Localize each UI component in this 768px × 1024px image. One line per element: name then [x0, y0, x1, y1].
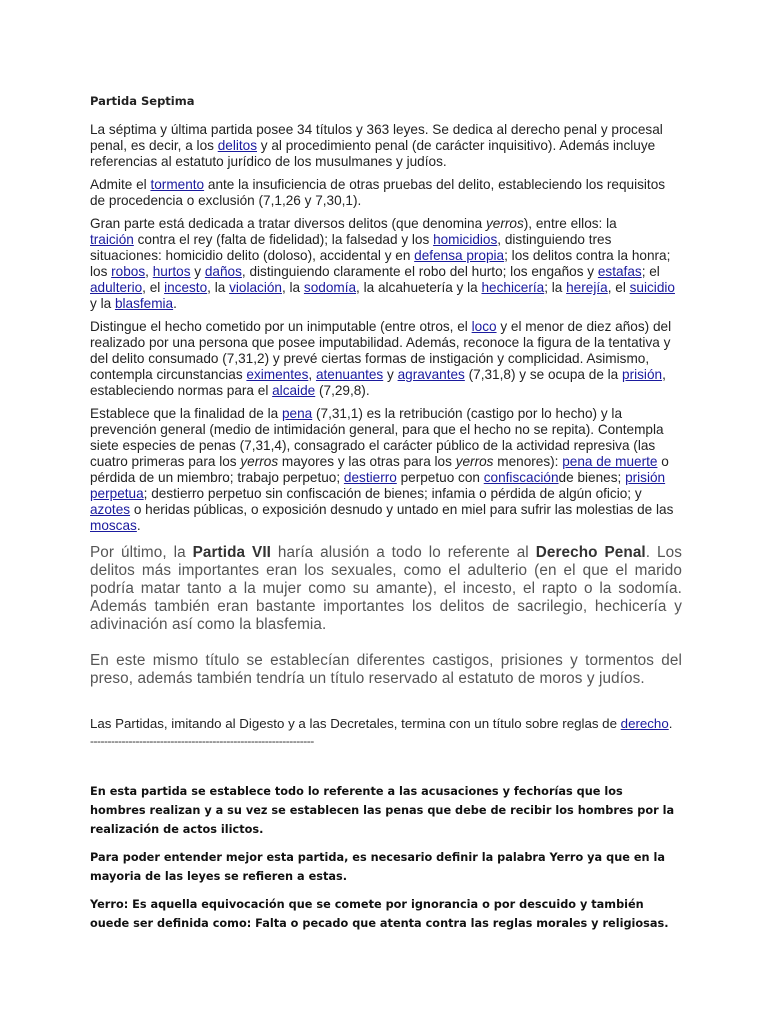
- paragraph-partida-vii: Por último, la Partida VII haría alusión a todo lo referente al Derecho Penal. Los delitos más importantes eran los sexuales, como el adulterio (en el que el marido podría matar tanto a la mujer como su amante), el incesto, el rapto o la sodomía. Además también eran bastante importantes los delitos de sacrilegio, hechicería y adivinación así como la blasfemia.: [90, 544, 682, 633]
- link-pena[interactable]: pena: [281, 406, 313, 421]
- paragraph-castigos: En este mismo título se establecían diferentes castigos, prisiones y tormentos del preso, además también tendría un título reservado al estatuto de moros y judíos.: [90, 652, 682, 687]
- paragraph-reglas: Las Partidas, imitando al Digesto y a las Decretales, termina con un título sobre reglas de derecho.: [90, 716, 673, 731]
- link-traicion[interactable]: traición: [90, 232, 134, 247]
- link-danos[interactable]: daños: [204, 264, 242, 279]
- link-pena-de-muerte[interactable]: pena de muerte: [562, 454, 658, 469]
- paragraph-tormento: Admite el tormento ante la insuficiencia de otras pruebas del delito, estableciendo los requisitos de procedencia o exclusión (7,1,26 y 7,30,1).: [90, 177, 666, 208]
- paragraph-acusaciones: En esta partida se establece todo lo referente a las acusaciones y fechorías que los hombres realizan y a su vez se establecen las penas que debe de recibir los hombres por la realización de actos ilictos.: [90, 785, 675, 836]
- page-title: Partida Septima: [90, 94, 195, 108]
- link-defensa-propia[interactable]: defensa propia: [414, 248, 505, 263]
- paragraph-intro: La séptima y última partida posee 34 títulos y 363 leyes. Se dedica al derecho penal y procesal penal, es decir, a los delitos y al procedimiento penal (de carácter inquisitivo). Además incluye referencias al estatuto jurídico de los musulmanes y judíos.: [90, 122, 663, 169]
- link-prision[interactable]: prisión: [622, 367, 663, 382]
- paragraph-definir-yerro: Para poder entender mejor esta partida, es necesario definir la palabra Yerro ya que en la mayoria de las leyes se refieren a estas.: [90, 851, 665, 883]
- link-alcaide[interactable]: alcaide: [272, 383, 316, 398]
- link-hurtos[interactable]: hurtos: [152, 264, 191, 279]
- paragraph-yerro-definicion: Yerro: Es aquella equivocación que se comete por ignorancia o por descuido y también ouede ser definida como: Falta o pecado que atenta contra las reglas morales y religiosas.: [90, 898, 669, 930]
- document-page: [90, 94, 682, 942]
- link-tormento[interactable]: tormento: [150, 177, 205, 192]
- dashed-separator: ----------------------------------------------------------------: [90, 734, 314, 748]
- link-delitos[interactable]: delitos: [217, 138, 258, 153]
- link-violacion[interactable]: violación: [229, 280, 282, 295]
- link-hechiceria[interactable]: hechicería: [481, 280, 545, 295]
- link-sodomia[interactable]: sodomía: [303, 280, 357, 295]
- link-robos[interactable]: robos: [111, 264, 146, 279]
- link-agravantes[interactable]: agravantes: [397, 367, 465, 382]
- paragraph-delitos: Gran parte está dedicada a tratar diversos delitos (que denomina yerros), entre ellos: la traición contra el rey (falta de fidelidad); la falsedad y los homicidios, distinguiendo tres situaciones: homicidio delito (doloso), accidental y en defensa propia; los delitos contra la honra; los robos, hurtos y daños, distinguiendo claramente el robo del hurto; los engaños y estafas; el adulterio, el incesto, la violación, la sodomía, la alcahuetería y la hechicería; la herejía, el suicidio y la blasfemia.: [90, 216, 675, 311]
- link-destierro[interactable]: destierro: [343, 470, 397, 485]
- link-estafas[interactable]: estafas: [597, 264, 642, 279]
- link-eximentes[interactable]: eximentes: [246, 367, 309, 382]
- link-atenuantes[interactable]: atenuantes: [315, 367, 384, 382]
- paragraph-imputabilidad: Distingue el hecho cometido por un inimputable (entre otros, el loco y el menor de diez años) del realizado por una persona que posee imputabilidad. Además, reconoce la figura de la tentativa y del delito consumado (7,31,2) y prevé ciertas formas de instigación y complicidad. Asimismo, contempla circunstancias eximentes, atenuantes y agravantes (7,31,8) y se ocupa de la prisión, estableciendo normas para el alcaide (7,29,8).: [90, 319, 672, 398]
- link-homicidios[interactable]: homicidios: [433, 232, 498, 247]
- link-suicidio[interactable]: suicidio: [629, 280, 675, 295]
- link-herejia[interactable]: herejía: [566, 280, 608, 295]
- link-prision-perpetua[interactable]: prisión perpetua: [90, 470, 666, 501]
- link-adulterio[interactable]: adulterio: [90, 280, 143, 295]
- link-incesto[interactable]: incesto: [164, 280, 208, 295]
- link-derecho[interactable]: derecho: [620, 716, 669, 731]
- link-moscas[interactable]: moscas: [90, 518, 137, 533]
- link-confiscacion[interactable]: confiscación: [483, 470, 559, 485]
- paragraph-penas: Establece que la finalidad de la pena (7,31,1) es la retribución (castigo por lo hecho) y la prevención general (medio de intimidación general, para que el hecho no se repita). Contempla siete especies de penas (7,31,4), consagrado el carácter público de la actividad represiva (las cuatro primeras para los yerros mayores y las otras para los yerros menores): pena de muerte o pérdida de un miembro; trabajo perpetuo; destierro perpetuo con confiscaciónde bienes; prisión perpetua; destierro perpetuo sin confiscación de bienes; infamia o pérdida de algún oficio; y azotes o heridas públicas, o exposición desnudo y untado en miel para sufrir las molestias de las moscas.: [90, 406, 674, 533]
- link-loco[interactable]: loco: [471, 319, 497, 334]
- link-azotes[interactable]: azotes: [90, 502, 131, 517]
- link-blasfemia[interactable]: blasfemia: [114, 296, 174, 311]
